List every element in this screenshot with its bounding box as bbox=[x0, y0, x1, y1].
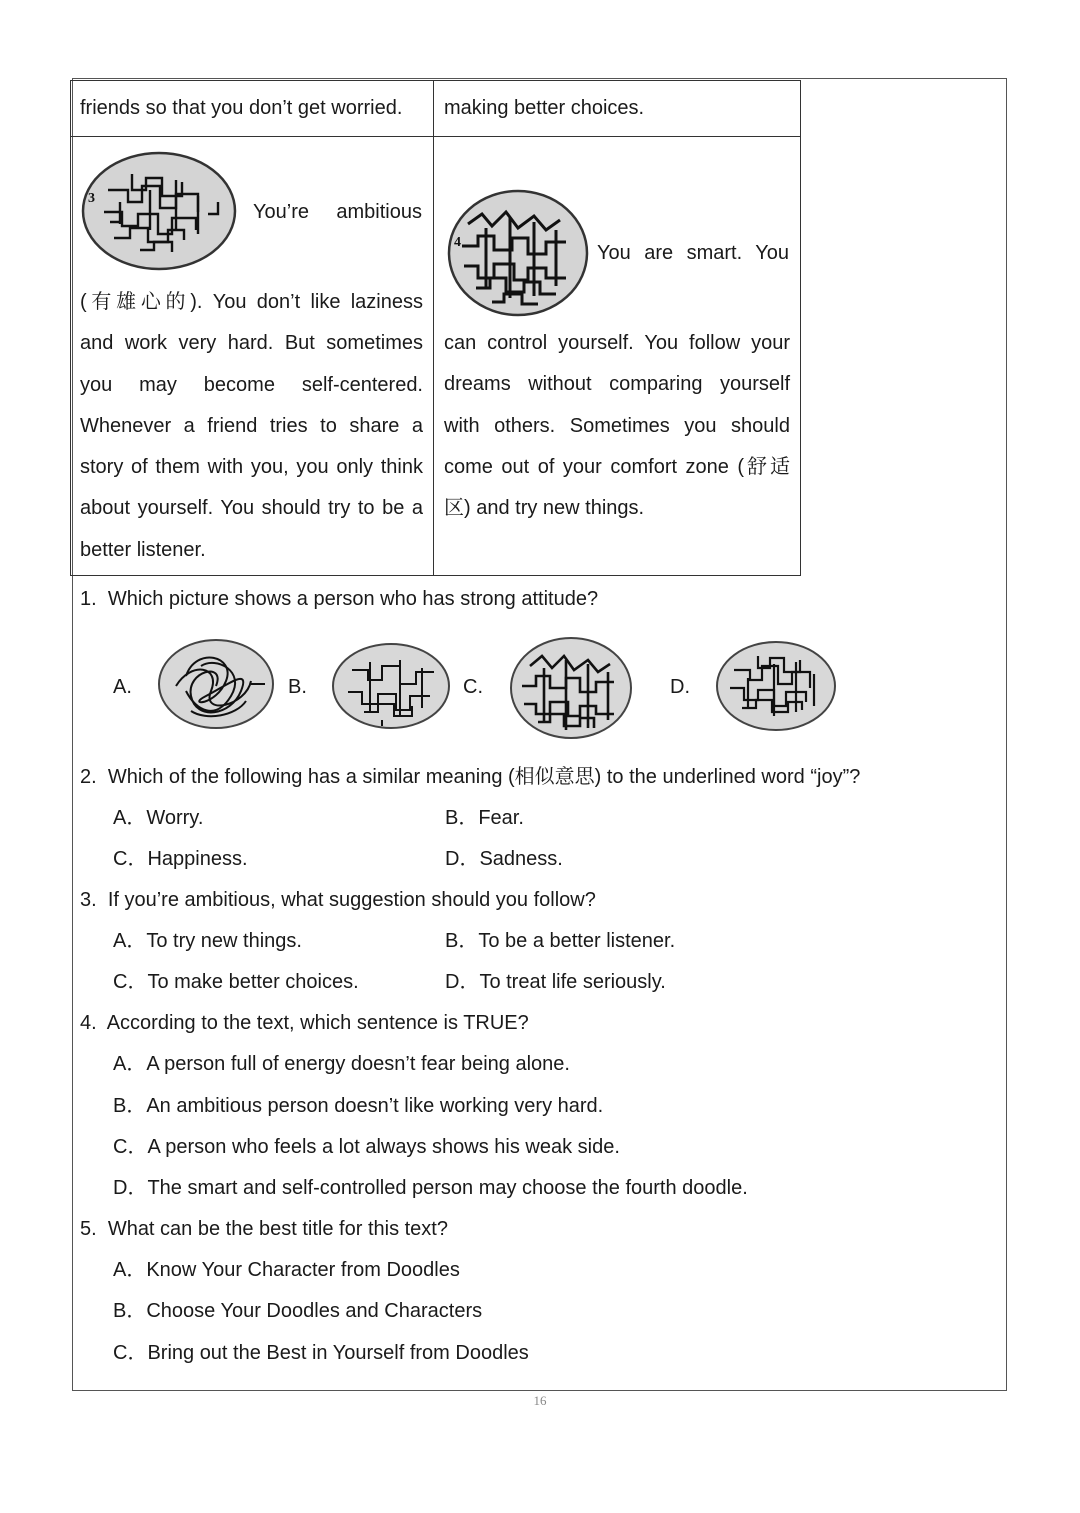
doodle-4-number: 4 bbox=[454, 235, 461, 250]
description-line: and work very hard. But sometimes bbox=[80, 332, 423, 355]
doodle-3-image bbox=[80, 150, 238, 272]
question-1 bbox=[80, 587, 598, 611]
description-line: come out of your comfort zone (舒适 bbox=[444, 455, 790, 478]
q4-option-c[interactable]: C．A person who feels a lot always shows his weak side. bbox=[113, 1136, 620, 1158]
q3-option-c[interactable]: C．To make better choices. bbox=[113, 971, 359, 993]
picture-option-c-label: C. bbox=[463, 676, 483, 698]
description-line: better listener. bbox=[80, 538, 206, 561]
doodle-4-image bbox=[446, 188, 590, 318]
doodle-3-first-line: You’re ambitious bbox=[253, 201, 422, 223]
doodle-4-description bbox=[444, 323, 790, 529]
q4-option-b[interactable]: B．An ambitious person doesn’t like working very hard. bbox=[113, 1095, 604, 1117]
q3-option-d[interactable]: D．To treat life seriously. bbox=[445, 971, 666, 993]
doodle-3-description bbox=[80, 282, 423, 571]
q2-option-b[interactable]: B．Fear. bbox=[445, 807, 524, 829]
q5-option-a[interactable]: A．Know Your Character from Doodles bbox=[113, 1259, 460, 1281]
picture-option-a-doodle[interactable] bbox=[156, 636, 276, 732]
question-number: 1. bbox=[80, 588, 97, 610]
question-number: 2. bbox=[80, 766, 97, 788]
question-text: Which picture shows a person who has strong attitude? bbox=[107, 588, 599, 610]
question-number: 3. bbox=[80, 889, 97, 911]
description-line: you may become self-centered. bbox=[80, 373, 423, 396]
table-row-divider bbox=[71, 136, 800, 137]
q2-option-d[interactable]: D．Sadness. bbox=[445, 848, 563, 870]
question-number: 4. bbox=[80, 1012, 97, 1034]
picture-option-b-label: B. bbox=[288, 676, 307, 698]
question-5 bbox=[80, 1217, 448, 1241]
question-text: Which of the following has a similar meaning (相似意思) to the underlined word “joy”? bbox=[107, 766, 861, 788]
picture-option-b-doodle[interactable] bbox=[330, 640, 452, 732]
page-number: 16 bbox=[533, 1393, 547, 1408]
picture-option-d-doodle[interactable] bbox=[714, 638, 838, 734]
table-column-divider bbox=[433, 81, 434, 575]
q2-option-a[interactable]: A．Worry. bbox=[113, 807, 204, 829]
picture-option-a-label: A. bbox=[113, 676, 132, 698]
q3-option-b[interactable]: B．To be a better listener. bbox=[445, 930, 676, 952]
table-row1-right-text: making better choices. bbox=[444, 97, 645, 119]
question-text: What can be the best title for this text? bbox=[107, 1218, 448, 1240]
description-line: 区) and try new things. bbox=[444, 497, 645, 520]
question-3 bbox=[80, 888, 596, 912]
q4-option-a[interactable]: A．A person full of energy doesn’t fear being alone. bbox=[113, 1053, 570, 1075]
description-line: can control yourself. You follow your bbox=[444, 332, 790, 354]
question-number: 5. bbox=[80, 1218, 97, 1240]
q2-option-c[interactable]: C．Happiness. bbox=[113, 848, 248, 870]
description-line: dreams without comparing yourself bbox=[444, 373, 790, 396]
question-text: According to the text, which sentence is TRUE? bbox=[106, 1012, 529, 1034]
q3-option-a[interactable]: A．To try new things. bbox=[113, 930, 302, 952]
question-4 bbox=[80, 1011, 529, 1035]
question-2 bbox=[80, 765, 860, 789]
doodle-4-first-line: You are smart. You bbox=[597, 242, 789, 264]
q5-option-c[interactable]: C．Bring out the Best in Yourself from Doodles bbox=[113, 1342, 529, 1364]
picture-option-d-label: D. bbox=[670, 676, 690, 698]
table-row1-left-text: friends so that you don’t get worried. bbox=[80, 97, 403, 119]
description-line: with others. Sometimes you should bbox=[444, 414, 790, 437]
doodle-3-number: 3 bbox=[88, 191, 95, 206]
q4-option-d[interactable]: D．The smart and self-controlled person may choose the fourth doodle. bbox=[113, 1177, 748, 1199]
picture-option-c-doodle[interactable] bbox=[508, 632, 634, 740]
description-line: story of them with you, you only think bbox=[80, 456, 423, 479]
q5-option-b[interactable]: B．Choose Your Doodles and Characters bbox=[113, 1300, 483, 1322]
description-line: about yourself. You should try to be a bbox=[80, 497, 423, 520]
description-line: Whenever a friend tries to share a bbox=[80, 414, 423, 437]
description-line: (有雄心的). You don’t like laziness bbox=[80, 291, 423, 313]
question-text: If you’re ambitious, what suggestion should you follow? bbox=[107, 889, 596, 911]
